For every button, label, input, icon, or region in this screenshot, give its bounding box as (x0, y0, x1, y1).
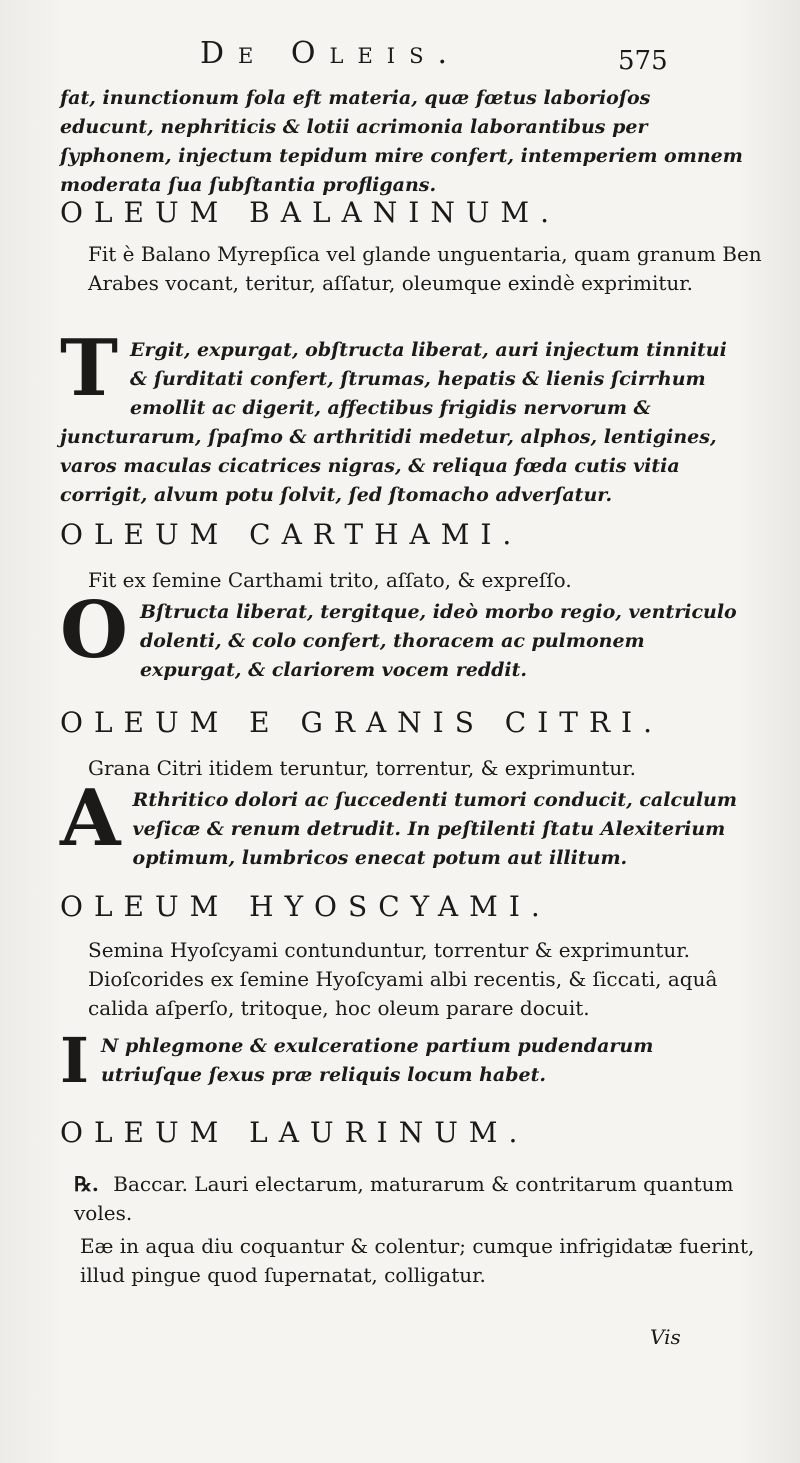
running-head (0, 36, 800, 76)
virtues-citri-text: Rthritico dolori ac ſuccedenti tumori conducit, calculum veſicæ & renum detrudit. In peſtilenti ſtatu Alexiterium optimum, lumbricos enecat potum aut illitum. (132, 789, 737, 869)
dropcap-balaninum: T (60, 323, 119, 414)
virtues-carthami-text: Bſtructa liberat, tergitque, ideò morbo regio, ventriculo dolenti, & colo confert, thoracem ac pulmonem expurgat, & clariorem vocem reddit. (139, 601, 737, 681)
recipe-laurinum-method: Eæ in aqua diu coquantur & colentur; cumque infrigidatæ fuerint, illud pingue quod ſupernatat, colligatur. (80, 1234, 755, 1287)
page-number: 575 (618, 46, 668, 76)
section-heading-hyoscyami: OLEUM HYOSCYAMI. (60, 890, 551, 923)
dropcap-hyoscyami: I (60, 1024, 90, 1097)
section-heading-carthami: OLEUM CARTHAMI. (60, 518, 523, 551)
recipe-symbol: ℞. (74, 1172, 99, 1196)
virtues-hyoscyami-text: N phlegmone & exulceratione partium pudendarum utriuſque ſexus præ reliquis locum habet. (101, 1035, 654, 1086)
intro-paragraph: fat, inunctionum fola eft materia, quæ fœtus laborioſos educunt, nephriticis & lotii acrimonia laborantibus per ſyphonem, injectum tepidum mire confert, intemperiem omnem moderata ſua ſubſtantia profligans. (60, 87, 743, 196)
section-heading-citri: OLEUM E GRANIS CITRI. (60, 706, 664, 739)
catchword: Vis (650, 1325, 681, 1349)
virtues-hyoscyami (60, 1024, 750, 1097)
virtues-citri (60, 773, 750, 873)
dropcap-carthami: O (60, 585, 128, 676)
dropcap-citri: A (60, 773, 121, 864)
recipe-hyoscyami: Semina Hyoſcyami contunduntur, torrentur & exprimuntur. Dioſcorides ex ſemine Hyoſcyami albi recentis, & ſiccati, aquâ calida aſperſo, tritoque, hoc oleum parare docuit. (88, 938, 718, 1020)
virtues-balaninum-text: Ergit, expurgat, obſtructa liberat, auri injectum tinnitui & ſurditati confert, ſtrumas, hepatis & lienis ſcirrhum emollit ac digerit, affectibus frigidis nervorum & juncturarum, ſpaſmo & arthritidi medetur, alphos, lentigines, varos maculas cicatrices nigras, & reliqua fœda cutis vitia corrigit, alvum potu ſolvit, ſed ſtomacho adverſatur. (60, 339, 727, 506)
recipe-balaninum: Fit è Balano Myrepſica vel glande unguentaria, quam granum Ben Arabes vocant, teritur, aſſatur, oleumque exindè exprimitur. (88, 242, 762, 295)
running-head-title: De Oleis. (200, 36, 462, 71)
recipe-laurinum (60, 1170, 764, 1228)
section-heading-laurinum: OLEUM LAURINUM. (60, 1116, 529, 1149)
virtues-balaninum (60, 323, 750, 510)
section-heading-balaninum: OLEUM BALANINUM. (60, 196, 560, 229)
recipe-laurinum-text: Baccar. Lauri electarum, maturarum & contritarum quantum voles. (74, 1172, 734, 1225)
recipe-citri: Grana Citri itidem teruntur, torrentur, & exprimuntur. (88, 756, 636, 780)
virtues-carthami (60, 585, 750, 685)
recipe-carthami: Fit ex ſemine Carthami trito, aſſato, & expreſſo. (88, 568, 572, 592)
